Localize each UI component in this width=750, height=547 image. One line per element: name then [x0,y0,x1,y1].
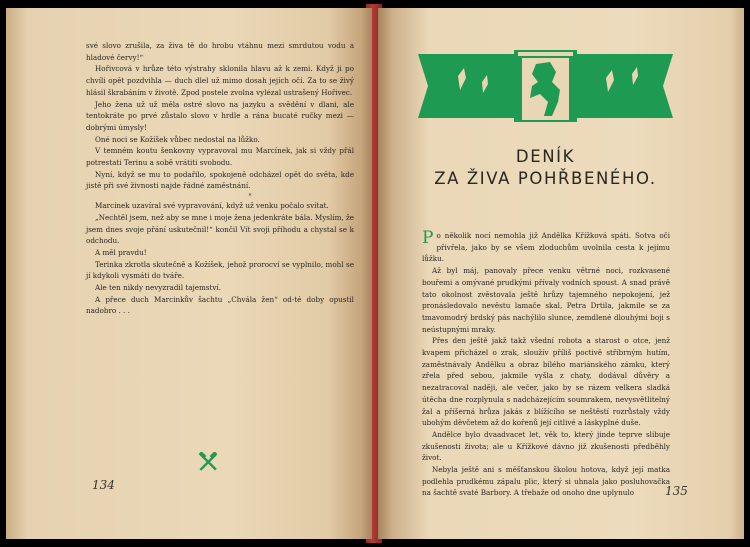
page-number: 135 [665,484,688,498]
paragraph: Jeho žena už už měla ostré slovo na jazyku a svědění v dlani, ale tentokráte po prvé zůstalo slovo v hrdle a rána bucaté ručky mezi — dobrými úmysly! [86,99,354,132]
paragraph: Ale ten nikdy nevyzradil tajemství. [95,283,221,293]
paragraph: Hořivcová v hrůze této výstrahy sklonila hlavu až k zemi. Když ji po chvíli opět pozdvihla — duch dlel už mimo dosah jejích očí. Za to se živý hlásil škrabáním v životě. Zpod postele zvolna vylézal ustrašený Hořivec. [86,64,354,97]
chapter-title-line: ZA ŽIVA POHŘBENÉHO. [434,169,657,188]
paragraph: „Nechtěl jsem, než aby se mne i moje žena jedenkráte bála. Myslím, že jsem dnes svoje přání uskutečnil!“ končil Vít svoji příhodu a chystal se k odchodu. [86,212,354,246]
crossed-hammers-icon [198,452,218,472]
paragraph: Přes den ještě jakž takž všední robota a starost o otce, jenž kvapem přicházel o zrak, sloužív příliš poctivě stříbrným hutím, zaměstnávaly Andělku a obraz bílého mariánského zámku, který zřela před sebou, jakmile vyšla z chaty, dodával důvěry a nezatracoval naději, ale večer, jako by se rázem velkera sladká útěcha dne rozplynula s nadcházejícím soumrakem, nevysvětlitelný žal a příšerná hrůza jakás z blížícího se neštěstí rozrůstaly vždy ubohým děvčetem až do kořenů její citlivé a láskyplné duše. [422,336,670,428]
chapter-banner-illustration [418,48,673,124]
paragraph: V temném koutu šenkovny vypravoval mu Marcínek, jak si vždy přál potrestati Terinu a sobě vrátiti svobodu. [86,146,354,168]
paragraph [422,230,670,265]
right-page [378,8,744,539]
left-page [6,8,372,539]
right-text-column [422,230,670,499]
paragraph: Nebyla ještě ani s měšťanskou školou hotova, když její matka podlehla prudkému zápalu plic, který si uhnala jako posluhovačka na šachtě svaté Barbory. A třebaže od onoho dne uplynulo [422,465,670,498]
paragraph: Marcínek uzavíral své vypravování, když už venku počalo svítat. [95,201,329,211]
paragraph: A měl pravdu! [95,247,147,257]
paragraph: své slovo zrušila, za živa tě do hrobu vtáhnu mezi smrdutou vodu a hladové červy!“ [86,41,354,62]
paragraph: Nyní, když se mu to podařilo, spokojeně odcházel opět do světa, kde jistě při své živnosti najde řádné zaměstnání. [86,169,354,191]
drop-cap: P [422,228,434,248]
left-text-column [86,40,354,317]
paragraph: Oné noci se Kožíšek vůbec nedostal na lůžko. [95,134,260,144]
paragraph: Terinka zkrotla skutečně a Kožíšek, jehož prorocví se vyplnilo, mohl se jí kdykoli vysmáti do tváře. [86,259,354,281]
paragraph-text: o několik nocí nemohla již Andělka Křížková spáti. Sotva oči přivřela, jako by se všem zloduchům uvolnila cesta k jejímu lůžku. [422,231,670,264]
chapter-title [418,146,673,190]
page-number: 134 [92,478,115,492]
paragraph: Andělce bylo dvaadvacet let, věk to, který jinde teprve slibuje zkušenosti života; ale u Křížkové dávno již zkušenosti předběhly život. [422,429,670,463]
paragraph: Až byl máj, panovaly přece venku větrné noci, rozkvasené bouřemi a omývané prudkými přívaly vodních spoust. A snad právě tato okolnost zvěstovala ještě hrůzy tajemného nepokojení, jež pronásledovalo nevěstu lamače skal, Petra Drtila, jakmile se za tmavomodrý brdský pás nachýlilo slunce, zemdlené dlouhými boji s neústupnými mraky. [422,266,670,334]
chapter-title-line: DENÍK [515,147,576,166]
section-separator: * [248,193,252,201]
paragraph: A přece duch Marcinkův šachtu „Chvála žen“ od-té doby opustil nadobro . . . [86,294,354,316]
